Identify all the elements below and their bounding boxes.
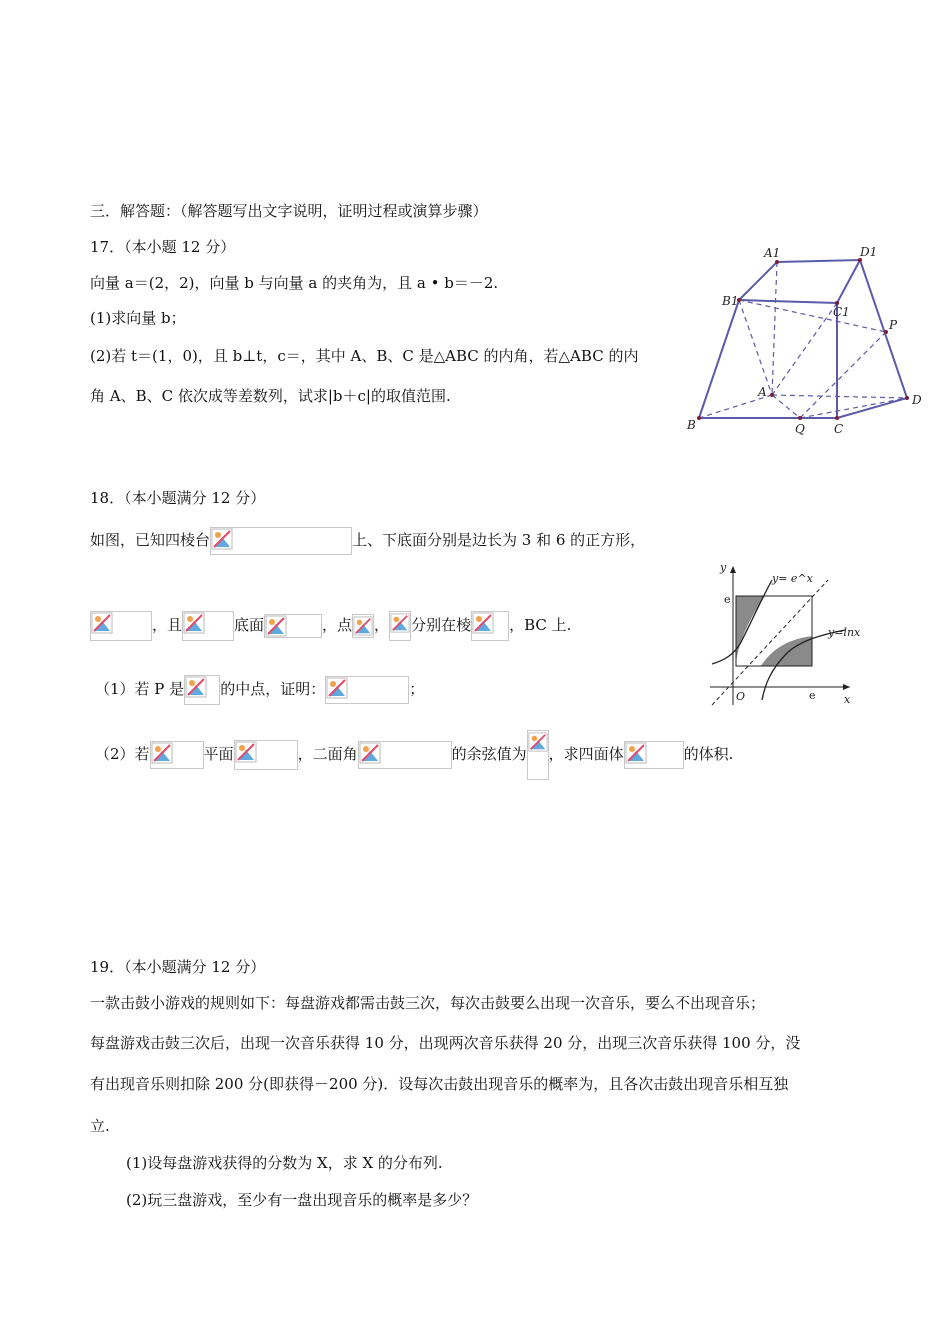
q18-part1: （1）若 P 是 的中点，证明： ； [95, 672, 424, 706]
label-A1: A1 [764, 246, 781, 260]
q19-line2: 每盘游戏击鼓三次后，出现一次音乐获得 10 分，出现两次音乐获得 20 分，出现三次音乐获得 100 分，没 [90, 1034, 801, 1052]
q17-header: 17．（本小题 12 分） [90, 238, 236, 256]
q19-line1: 一款击鼓小游戏的规则如下：每盘游戏都需击鼓三次，每次击鼓要么出现一次音乐，要么不出现音乐； [90, 994, 766, 1012]
q19-header: 19．（本小题满分 12 分） [90, 958, 266, 976]
label-P: P [889, 318, 898, 332]
formula-image-placeholder [352, 614, 374, 638]
formula-image-placeholder [624, 741, 684, 769]
frustum-figure [682, 240, 932, 470]
formula-image-placeholder [264, 614, 322, 638]
label-B: B [687, 418, 696, 432]
formula-image-placeholder [325, 676, 409, 704]
q18-line1: 如图，已知四棱台 上、下底面分别是边长为 3 和 6 的正方形， [90, 520, 645, 560]
formula-image-placeholder [234, 740, 298, 770]
formula-image-placeholder [182, 611, 234, 641]
q17-line1: 向量 a＝(2，2)，向量 b 与向量 a 的夹角为，且 a • b＝－2. [90, 274, 499, 292]
q17-line4: 角 A、B、C 依次成等差数列，试求|b＋c|的取值范围. [90, 387, 451, 405]
formula-image-placeholder [210, 527, 352, 555]
q18-part2: （2）若 平面 ，二面角 的余弦值为 ，求四面体 的体积. [95, 730, 733, 780]
label-C1: C1 [833, 305, 850, 319]
q19-part2: (2)玩三盘游戏，至少有一盘出现音乐的概率是多少？ [126, 1191, 478, 1209]
origin-label: O [736, 690, 746, 703]
q18-line2: ，且 底面 ，点 ， 分别在棱 ，BC 上. [90, 608, 571, 642]
curve-log-label: y=lnx [828, 626, 860, 639]
q19-line4: 立. [90, 1117, 110, 1135]
q19-part1: (1)设每盘游戏获得的分数为 X，求 X 的分布列. [126, 1154, 443, 1172]
curve-exp-label: y= e^x [772, 572, 813, 585]
formula-image-placeholder [358, 741, 452, 769]
exp-log-figure [700, 560, 860, 710]
q18-header: 18．（本小题满分 12 分） [90, 489, 266, 507]
formula-image-placeholder [389, 611, 411, 641]
y-axis-label: y [720, 561, 727, 574]
x-axis-label: x [844, 693, 851, 706]
section-heading: 三．解答题：（解答题写出文字说明，证明过程或演算步骤） [90, 202, 488, 220]
formula-image-placeholder [527, 730, 549, 780]
label-A: A [758, 385, 767, 399]
q19-line3: 有出现音乐则扣除 200 分(即获得－200 分)．设每次击鼓出现音乐的概率为，且各次击鼓出现音乐相互独 [90, 1075, 789, 1093]
e-x-label: e [809, 689, 816, 702]
q17-line3: (2)若 t＝(1，0)，且 b⊥t，c＝，其中 A、B、C 是△ABC 的内角，若△ABC 的内 [90, 347, 639, 365]
label-B1: B1 [722, 294, 739, 308]
q17-line2: (1)求向量 b； [90, 309, 186, 327]
label-D: D [912, 393, 922, 407]
formula-image-placeholder [150, 741, 204, 769]
formula-image-placeholder [471, 611, 509, 641]
formula-image-placeholder [90, 611, 152, 641]
label-C: C [834, 422, 844, 436]
formula-image-placeholder [184, 675, 220, 705]
label-Q: Q [795, 422, 805, 436]
e-y-label: e [724, 593, 731, 606]
label-D1: D1 [860, 245, 878, 259]
